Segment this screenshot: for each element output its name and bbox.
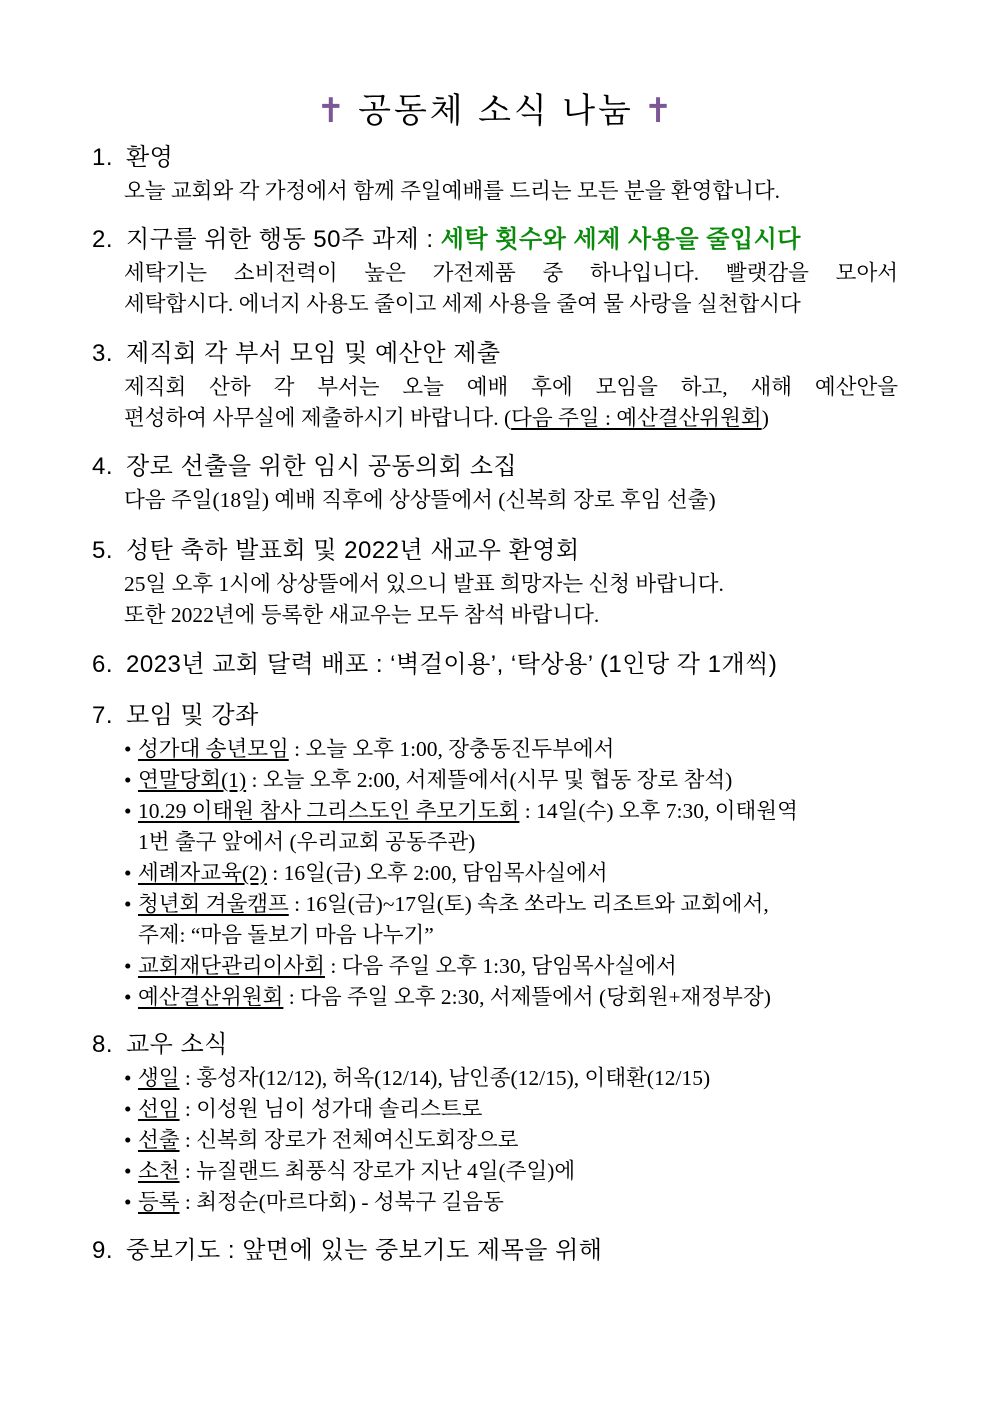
section-body [124,569,912,631]
body-line: 오늘 교회와 각 가정에서 함께 주일예배를 드리는 모든 분을 환영합니다. [124,179,781,203]
section-heading: 1. 환영 [92,144,174,171]
list-item: • 청년회 겨울캠프 : 16일(금)~17일(토) 속초 쏘라노 리조트와 교회에서, [124,892,769,916]
body-line: 제직회 산하 각 부서는 오늘 예배 후에 모임을 하고, 새해 예산안을 [124,375,898,399]
list-item: • 예산결산위원회 : 다음 주일 오후 2:30, 서제뜰에서 (당회원+재정부장) [124,985,771,1009]
section-member-news [92,1027,912,1218]
section-body [124,734,912,1013]
title-text: 공동체 소식 나눔 [358,92,634,130]
list-item-continuation: 주제: “마음 돌보기 마음 나누기” [138,923,434,947]
list-item: • 10.29 이태원 참사 그리스도인 추모기도회 : 14일(수) 오후 7:30, 이태원역 [124,799,798,823]
section-heading: 8. 교우 소식 [92,1031,228,1058]
list-item: • 소천 : 뉴질랜드 최풍식 장로가 지난 4일(주일)에 [124,1159,576,1183]
page-title [0,86,992,136]
section-committee [92,336,912,434]
body-line: 편성하여 사무실에 제출하시기 바랍니다. (다음 주일 : 예산결산위원회) [124,406,769,430]
section-heading: 7. 모임 및 강좌 [92,702,259,729]
body-line: 세탁기는 소비전력이 높은 가전제품 중 하나입니다. 빨랫감을 모아서 [124,261,898,285]
section-heading: 5. 성탄 축하 발표회 및 2022년 새교우 환영회 [92,537,580,564]
section-body [124,372,912,434]
body-line: 세탁합시다. 에너지 사용도 줄이고 세제 사용을 줄여 물 사랑을 실천합시다 [124,292,801,316]
body-line: 또한 2022년에 등록한 새교우는 모두 참석 바랍니다. [124,603,600,627]
section-elder-election [92,449,912,516]
section-body [124,176,912,207]
section-welcome [92,140,912,207]
list-item: • 등록 : 최정순(마르다회) - 성북구 길음동 [124,1190,504,1214]
list-item: • 성가대 송년모임 : 오늘 오후 1:00, 장충동진두부에서 [124,737,615,761]
list-item: • 선출 : 신복희 장로가 전체여신도회장으로 [124,1128,519,1152]
section-heading: 9. 중보기도 : 앞면에 있는 중보기도 제목을 위해 [92,1237,603,1264]
body-line: 25일 오후 1시에 상상뜰에서 있으니 발표 희망자는 신청 바랍니다. [124,572,724,596]
section-body [124,1063,912,1218]
list-item: • 교회재단관리이사회 : 다음 주일 오후 1:30, 담임목사실에서 [124,954,677,978]
section-body [124,485,912,516]
green-highlight: 세탁 횟수와 세제 사용을 줄입시다 [440,226,801,253]
section-meetings [92,698,912,1013]
section-christmas [92,533,912,631]
list-item-continuation: 1번 출구 앞에서 (우리교회 공동주관) [138,830,476,854]
section-earth-action [92,222,912,320]
list-item: • 선임 : 이성원 님이 성가대 솔리스트로 [124,1097,483,1121]
body-line: 다음 주일(18일) 예배 직후에 상상뜰에서 (신복희 장로 후임 선출) [124,488,716,512]
list-item: • 세례자교육(2) : 16일(금) 오후 2:00, 담임목사실에서 [124,861,608,885]
section-heading: 6. 2023년 교회 달력 배포 : ‘벽걸이용’, ‘탁상용’ (1인당 각 1개씩) [92,651,778,678]
list-item: • 생일 : 홍성자(12/12), 허옥(12/14), 남인종(12/15), 이태환(12/15) [124,1066,711,1090]
section-heading: 2. 지구를 위한 행동 50주 과제 : 세탁 횟수와 세제 사용을 줄입시다 [92,226,801,253]
cross-icon: ✝ [643,92,676,130]
list-item: • 연말당회(1) : 오늘 오후 2:00, 서제뜰에서(시무 및 협동 장로 참석) [124,768,733,792]
cross-icon: ✝ [316,92,349,130]
section-heading: 4. 장로 선출을 위한 임시 공동의회 소집 [92,453,518,480]
section-calendar [92,647,912,683]
section-body [124,258,912,320]
section-intercession [92,1233,912,1269]
section-heading: 3. 제직회 각 부서 모임 및 예산안 제출 [92,340,501,367]
